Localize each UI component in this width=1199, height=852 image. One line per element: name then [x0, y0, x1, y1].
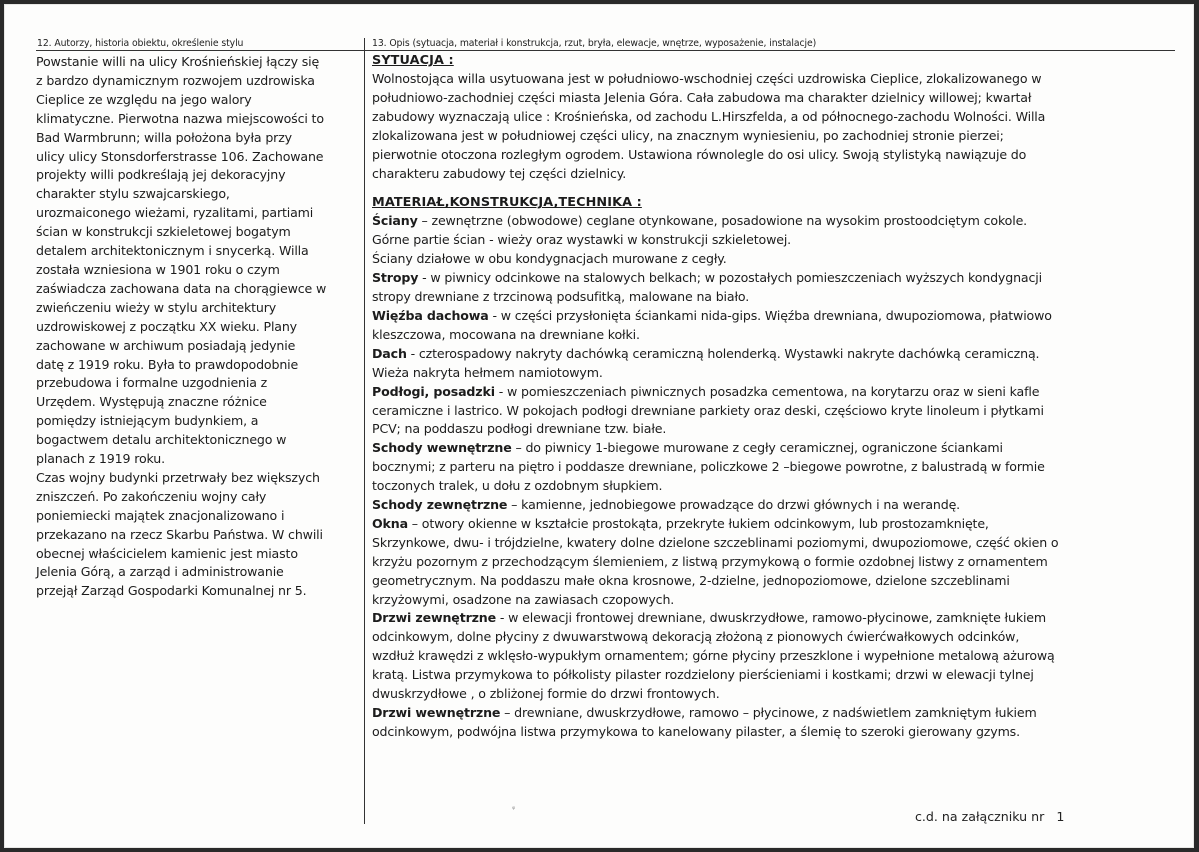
text-line: zniszczeń. Po zakończeniu wojny cały	[36, 488, 267, 504]
text-line: ścian w konstrukcji szkieletowej bogatym	[36, 224, 291, 240]
text-line: PCV; na poddaszu podłogi drewniane tzw. białe.	[372, 421, 667, 437]
text-line: przebudowa i formalne uzgodnienia z	[36, 375, 268, 391]
text-line: charakter stylu szwajcarskiego,	[36, 186, 230, 202]
text-line: toczonych tralek, u dołu z ozdobnym słupkiem.	[372, 478, 663, 494]
text-line: Ściany działowe w obu kondygnacjach murowane z cegły.	[372, 251, 727, 267]
term-label: Schody wewnętrzne	[372, 440, 512, 456]
text-line: krzyżowymi, osadzone na zawiasach czopowych.	[372, 591, 675, 607]
item-roof-truss: Więźba dachowa - w części przysłonięta ściankami nida-gips. Więźba drewniana, dwupoziomowa, płatwiowo	[372, 307, 1052, 323]
continuation-note: c.d. na załączniku nr 1	[915, 809, 1065, 824]
item-floors: Podłogi, posadzki - w pomieszczeniach piwnicznych posadzka cementowa, na korytarzu oraz w sieni kafle	[372, 383, 1040, 399]
term-label: Drzwi wewnętrzne	[372, 705, 501, 720]
text-line: Urzędem. Występują znaczne różnice	[36, 394, 267, 410]
text-line: datę z 1919 roku. Była to prawdopodobnie	[36, 356, 299, 372]
item-windows: Okna – otwory okienne w kształcie prostokąta, przekryte łukiem odcinkowym, lub prostozamknięte,	[372, 515, 989, 531]
text-line: Górne partie ścian - wieży oraz wystawki w konstrukcji szkieletowej.	[372, 232, 792, 248]
text-line: zlokalizowana jest w południowej części ulicy, na znacznym wyniesieniu, po zachodniej stronie pierzei;	[372, 127, 1004, 143]
text-line: zachowane w archiwum posiadają jedynie	[36, 337, 296, 353]
text-line: zwieńczeniu wieży w stylu architektury	[36, 299, 277, 315]
description-text	[368, 51, 1170, 742]
text-line: detalem architektonicznym i snycerką. Willa	[36, 243, 309, 259]
text-line: kleszczowa, mocowana na drewniane kołki.	[372, 326, 640, 342]
text-line: obecnej właścicielem kamienic jest miasto	[36, 545, 298, 561]
scan-artifact: ᵩ	[512, 802, 516, 811]
term-label: Drzwi zewnętrzne	[372, 610, 497, 626]
text-line: odcinkowym, dolne płyciny z dwuwarstwową dekoracją złożoną z pionowych ćwierćwałkowych odcinków,	[372, 629, 1020, 645]
text-line: stropy drewniane z trzcinową podsufitką, malowane na biało.	[372, 289, 750, 305]
section-12-history	[36, 38, 366, 601]
term-label: Ściany	[372, 213, 418, 229]
term-label: Dach	[372, 345, 407, 361]
text-line: planach z 1919 roku.	[36, 451, 165, 467]
item-external-doors: Drzwi zewnętrzne - w elewacji frontowej drewniane, dwuskrzydłowe, ramowo-płycinowe, zamknięte łukiem	[372, 610, 1047, 626]
item-internal-doors: Drzwi wewnętrzne – drewniane, dwuskrzydłowe, ramowo – płycinowe, z nadświetlem zamkniętym łukiem	[372, 705, 1037, 720]
section-13-description	[368, 38, 1170, 742]
text-line: Wieża nakryta hełmem namiotowym.	[372, 364, 603, 380]
text-line: przekazano na rzecz Skarbu Państwa. W chwili	[36, 526, 323, 542]
term-label: Okna	[372, 515, 408, 531]
text-line: urozmaiconego wieżami, ryzalitami, partiami	[36, 205, 314, 221]
item-walls: Ściany – zewnętrzne (obwodowe) ceglane otynkowane, posadowione na wysokim prostoodciętym cokole.	[372, 213, 1028, 229]
text-line: geometrycznym. Na poddaszu małe okna krosnowe, 2-dzielne, jednopoziomowe, dzielone szczeblinami	[372, 572, 1010, 588]
text-line: kratą. Listwa przymykowa to półkolisty pilaster rozdzielony pierścieniami i kostkami; drzwi w elewacji tylnej	[372, 667, 1034, 683]
text-line: charakteru zabudowy tej części dzielnicy.	[372, 165, 627, 181]
text-line: Czas wojny budynki przetrwały bez większych	[36, 469, 320, 485]
text-line: Jelenia Górą, a zarząd i administrowanie	[36, 564, 284, 580]
term-label: Podłogi, posadzki	[372, 383, 495, 399]
text-line: ceramiczne i lastrico. W pokojach podłogi drewniane parkiety oraz deski, częściowo kryte linoleum i płytkami	[372, 402, 1044, 418]
text-line: Bad Warmbrunn; willa położona była przy	[36, 129, 292, 145]
text-line: Skrzynkowe, dwu- i trójdzielne, kwatery dolne dzielone szczeblinami poziomymi, dwupoziomowe, część okien o	[372, 534, 1059, 550]
document-page	[4, 4, 1194, 848]
text-line: pierwotnie otoczona rozległym ogrodem. Ustawiona równolegle do osi ulicy. Swoją stylistyką nawiązuje do	[372, 146, 1027, 162]
text-line: krzyżu pozornym z przechodzącym ślemieniem, z listwą przymykową o formie ozdobnej listwy z ornamentem	[372, 553, 1048, 569]
item-external-stairs: Schody zewnętrzne – kamienne, jednobiegowe prowadzące do drzwi głównych i na werandę.	[372, 497, 961, 513]
item-roof: Dach - czterospadowy nakryty dachówką ceramiczną holenderką. Wystawki nakryte dachówką ceramiczną.	[372, 345, 1040, 361]
text-line: została wzniesiona w 1901 roku o czym	[36, 261, 280, 277]
text-line: południowo-zachodniej części miasta Jelenia Góra. Cała zabudowa ma charakter dzielnicy willowej; kwartał	[372, 89, 1032, 105]
text-line: dwuskrzydłowe , o zbliżonej formie do drzwi frontowych.	[372, 686, 720, 702]
text-line: bocznymi; z parteru na piętro i poddasze drewniane, policzkowe 2 –biegowe powrotne, z balustradą w formie	[372, 459, 1045, 475]
text-line: przejął Zarząd Gospodarki Komunalnej nr 5.	[36, 583, 307, 599]
text-line: ulicy ulicy Stonsdorferstrasse 106. Zachowane	[36, 148, 324, 164]
text-line: zabudowy wyznaczają ulice : Krośnieńska, od zachodu L.Hirszfelda, a od północnego-zachodu Wolności. Willa	[372, 108, 1046, 124]
text-line: uzdrowiskowej z początku XX wieku. Plany	[36, 318, 297, 334]
text-line: klimatyczne. Pierwotna nazwa miejscowości to	[36, 110, 324, 126]
term-label: Stropy	[372, 270, 419, 286]
text-line: poniemiecki majątek znacjonalizowano i	[36, 507, 285, 523]
text-line: wzdłuż krawędzi z wklęsło-wypukłym ornamentem; górne płyciny przeszklone i wypełnione metalową ażurową	[372, 648, 1055, 664]
item-ceilings: Stropy - w piwnicy odcinkowe na stalowych belkach; w pozostałych pomieszczeniach wyższych kondygnacji	[372, 270, 1042, 286]
text-line: z bardzo dynamicznym rozwojem uzdrowiska	[36, 72, 315, 88]
spacer	[372, 183, 1170, 194]
section-12-header: 12. Autorzy, historia obiektu, określenie stylu	[36, 38, 369, 51]
text-line: Wolnostojąca willa usytuowana jest w południowo-wschodniej części uzdrowiska Cieplice, zlokalizowanego w	[372, 71, 1042, 86]
text-line: pomiędzy istniejącym budynkiem, a	[36, 413, 259, 429]
section-13-header: 13. Opis (sytuacja, materiał i konstrukcja, rzut, bryła, elewacje, wnętrze, wyposażenie, instalacje)	[368, 38, 1175, 51]
text-line: zaświadcza zachowana data na chorągiewce w	[36, 280, 327, 296]
text-line: odcinkowym, podwójna listwa przymykowa to kanelowany pilaster, a ślemię to szeroki gierowany gzyms.	[372, 723, 1020, 739]
item-internal-stairs: Schody wewnętrzne – do piwnicy 1-biegowe murowane z cegły ceramicznej, ograniczone ściankami	[372, 440, 1003, 456]
heading-material: MATERIAŁ,KONSTRUKCJA,TECHNIKA :	[372, 195, 642, 211]
text-line: bogactwem detalu architektonicznego w	[36, 432, 287, 448]
history-text	[36, 51, 366, 601]
text-line: projekty willi podkreślają jej dekoracyjny	[36, 167, 286, 183]
heading-situation: SYTUACJA :	[372, 53, 454, 68]
term-label: Więźba dachowa	[372, 307, 489, 323]
term-label: Schody zewnętrzne	[372, 497, 508, 513]
text-line: Cieplice ze względu na jego walory	[36, 91, 252, 107]
text-line: Powstanie willi na ulicy Krośnieńskiej łączy się	[36, 54, 320, 69]
